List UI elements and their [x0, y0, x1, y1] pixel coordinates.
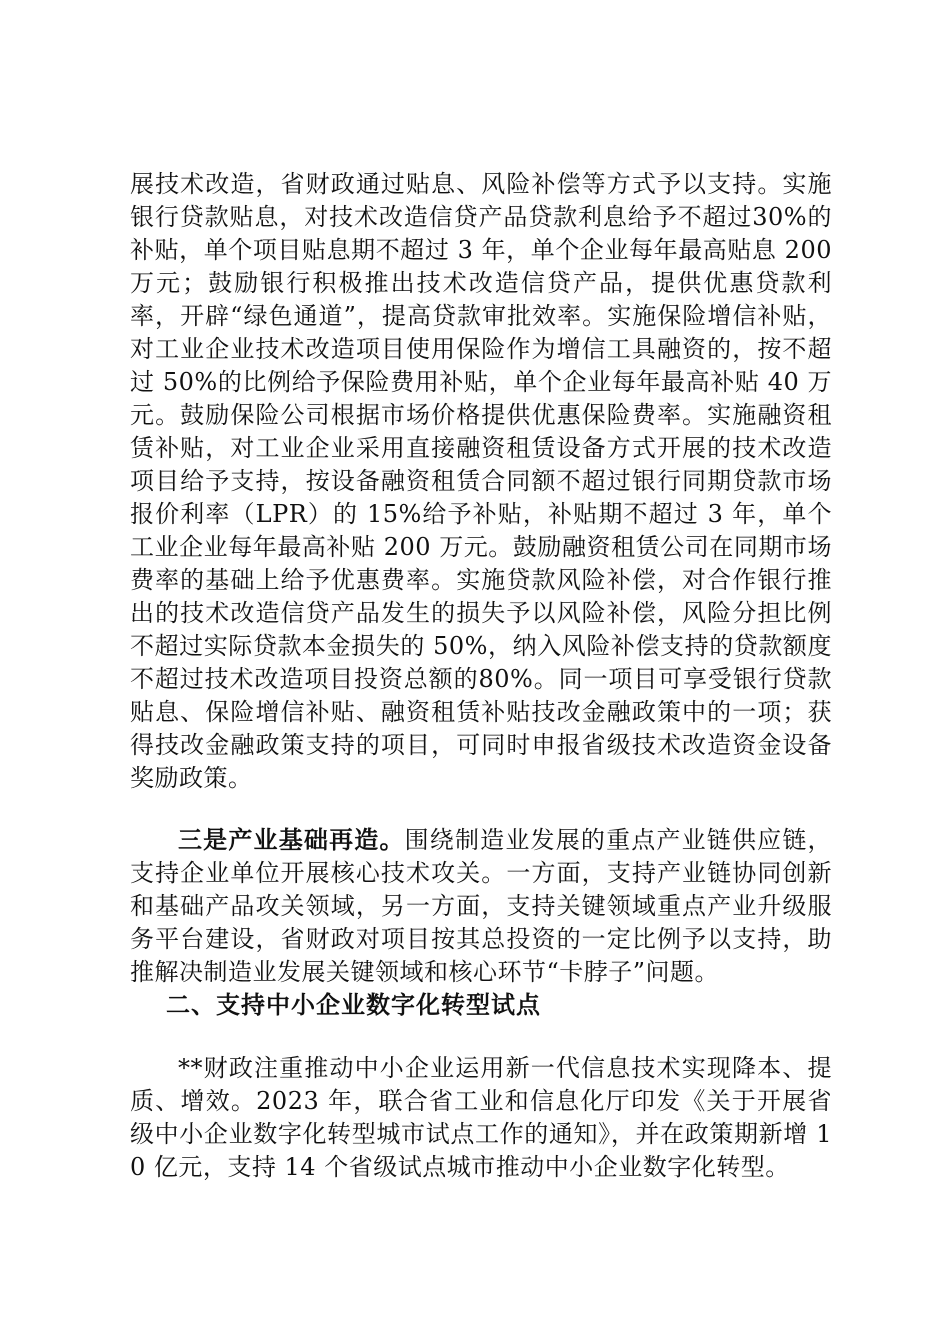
- section-heading: 二、支持中小企业数字化转型试点: [166, 991, 541, 1019]
- paragraph-lead-text: 三是产业基础再造。: [178, 825, 405, 854]
- paragraph-industrial-base: [130, 823, 832, 989]
- paragraph-body-text: 围绕制造业发展的重点产业链供应链，支持企业单位开展核心技术攻关。一方面，支持产业链协同创新和基础产品攻关领域，另一方面，支持关键领域重点产业升级服务平台建设，省财政对项目按其总投资的一定比例予以支持，助推解决制造业发展关键领域和核心环节“卡脖子”问题。: [130, 826, 833, 986]
- paragraph-tech-finance: 展技术改造，省财政通过贴息、风险补偿等方式予以支持。实施银行贷款贴息，对技术改造信贷产品贷款利息给予不超过30%的补贴，单个项目贴息期不超过 3 年，单个企业每年最高贴息 200 万元；鼓励银行积极推出技术改造信贷产品，提供优惠贷款利率，开辟“绿色通道”，提高贷款审批效率。实施保险增信补贴，对工业企业技术改造项目使用保险作为增信工具融资的，按不超过 50%的比例给予保险费用补贴，单个企业每年最高补贴 40 万元。鼓励保险公司根据市场价格提供优惠保险费率。实施融资租赁补贴，对工业企业采用直接融资租赁设备方式开展的技术改造项目给予支持，按设备融资租赁合同额不超过银行同期贷款市场报价利率（LPR）的 15%给予补贴，补贴期不超过 3 年，单个工业企业每年最高补贴 200 万元。鼓励融资租赁公司在同期市场费率的基础上给予优惠费率。实施贷款风险补偿，对合作银行推出的技术改造信贷产品发生的损失予以风险补偿，风险分担比例不超过实际贷款本金损失的 50%，纳入风险补偿支持的贷款额度不超过技术改造项目投资总额的80%。同一项目可享受银行贷款贴息、保险增信补贴、融资租赁补贴技改金融政策中的一项；获得技改金融政策支持的项目，可同时申报省级技术改造资金设备奖励政策。: [130, 170, 832, 792]
- document-page: [130, 168, 832, 1184]
- paragraph-digital-transformation: **财政注重推动中小企业运用新一代信息技术实现降本、提质、增效。2023 年，联合省工业和信息化厅印发《关于开展省级中小企业数字化转型城市试点工作的通知》，并在政策期新增 10 亿元，支持 14 个省级试点城市推动中小企业数字化转型。: [130, 1054, 832, 1181]
